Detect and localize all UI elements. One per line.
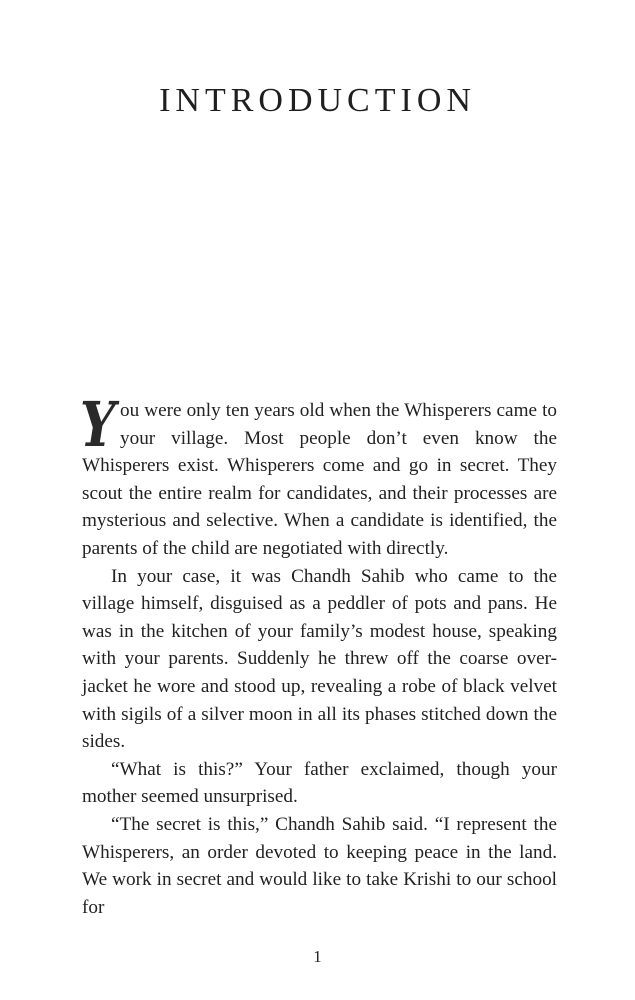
paragraph-1-text: ou were only ten years old when the Whisperers came to your village. Most people don’t even know the Whisperers exist. Whisperers come and go in secret. They scout the entire realm for candidates, and their processes are mysterious and selective. When a candidate is identified, the parents of the child are negotiated with directly. bbox=[82, 400, 557, 559]
chapter-body bbox=[80, 388, 557, 921]
paragraph-1 bbox=[80, 388, 557, 563]
chapter-title: INTRODUCTION bbox=[159, 82, 476, 119]
paragraph-3: “What is this?” Your father exclaimed, though your mother seemed unsurprised. bbox=[82, 758, 557, 808]
page-number: 1 bbox=[313, 947, 322, 966]
drop-cap: Y bbox=[80, 388, 116, 461]
paragraph-2: In your case, it was Chandh Sahib who came to the village himself, disguised as a peddler of pots and pans. He was in the kitchen of your family’s modest house, speaking with your parents. Suddenly he threw off the coarse over-jacket he wore and stood up, revealing a robe of black velvet with sigils of a silver moon in all its phases stitched down the sides. bbox=[82, 565, 557, 753]
paragraph-4: “The secret is this,” Chandh Sahib said. “I represent the Whisperers, an order devoted to keeping peace in the land. We work in secret and would like to take Krishi to our school for bbox=[82, 813, 557, 918]
